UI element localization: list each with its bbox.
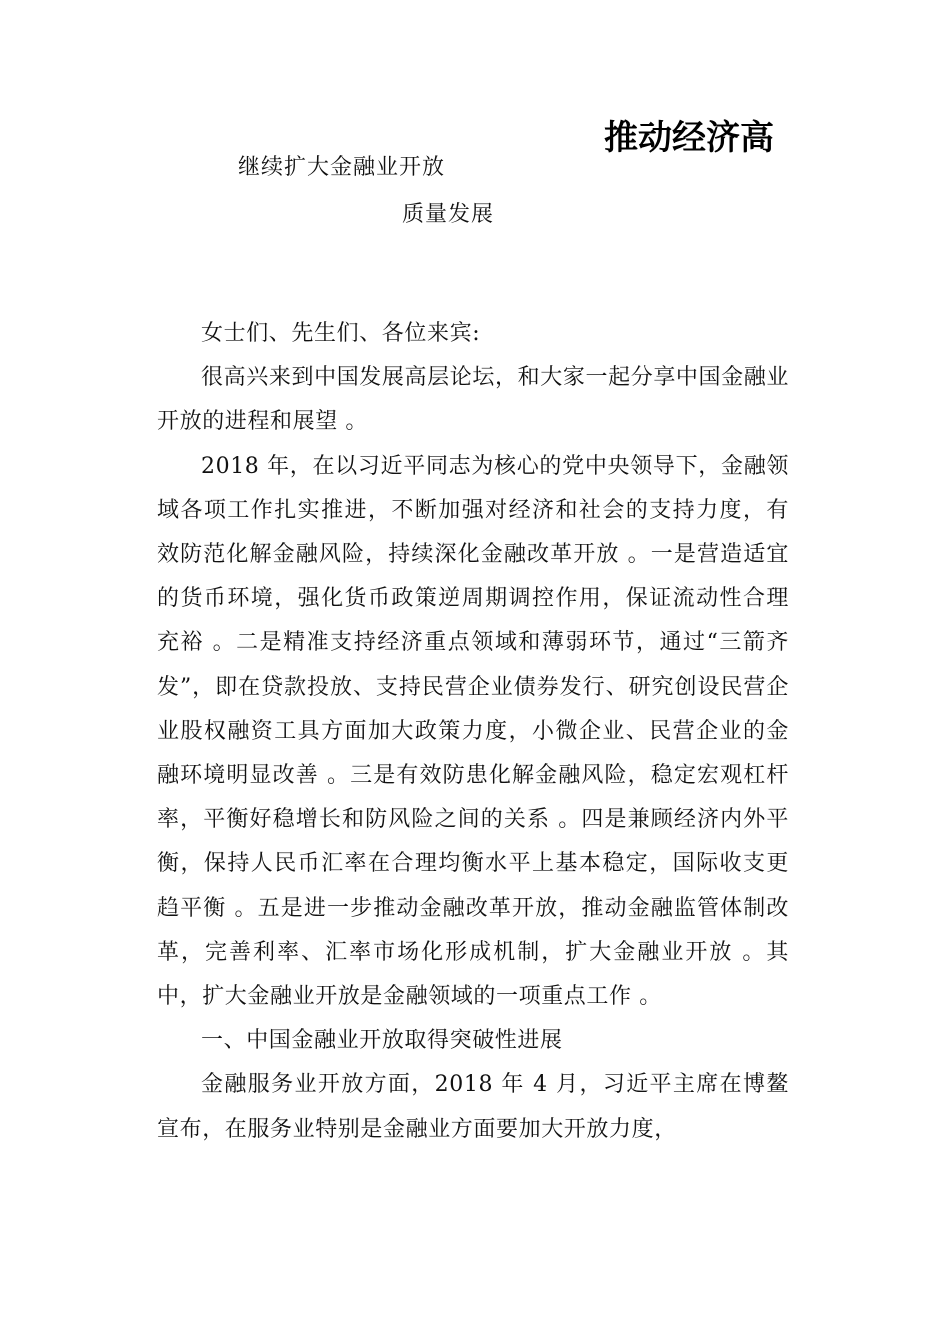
paragraph-financial-services: 金融服务业开放方面，2018 年 4 月，习近平主席在博鳌宣布，在服务业特别是金融业方面要加大开放力度， — [157, 1072, 789, 1142]
paragraph-intro: 很高兴来到中国发展高层论坛，和大家一起分享中国金融业开放的进程和展望 。 — [157, 365, 789, 435]
document-title-line-1: 继续扩大金融业开放 — [238, 155, 446, 180]
paragraph-greeting: 女士们、先生们、各位来宾: — [201, 321, 481, 346]
document-title-line-2: 质量发展 — [402, 202, 495, 227]
document-body — [157, 312, 789, 1152]
section-heading-1: 一、中国金融业开放取得突破性进展 — [201, 1028, 563, 1054]
paragraph-2018-review: 2018 年，在以习近平同志为核心的党中央领导下，金融领域各项工作扎实推进，不断加强对经济和社会的支持力度，有效防范化解金融风险，持续深化金融改革开放 。一是营造适宜的货币环境，强化货币政策逆周期调控作用，保证流动性合理充裕 。二是精准支持经济重点领域和薄弱环节，通过“三箭齐发”，即在贷款投放、支持民营企业债券发行、研究创设民营企业股权融资工具方面加大政策力度，小微企业、民营企业的金融环境明显改善 。三是有效防患化解金融风险，稳定宏观杠杆率，平衡好稳增长和防风险之间的关系 。四是兼顾经济内外平衡，保持人民币汇率在合理均衡水平上基本稳定，国际收支更趋平衡 。五是进一步推动金融改革开放，推动金融监管体制改革，完善利率、汇率市场化形成机制，扩大金融业开放 。其中，扩大金融业开放是金融领域的一项重点工作 。 — [157, 453, 789, 1010]
document-title-main: 推动经济高 — [604, 118, 774, 158]
